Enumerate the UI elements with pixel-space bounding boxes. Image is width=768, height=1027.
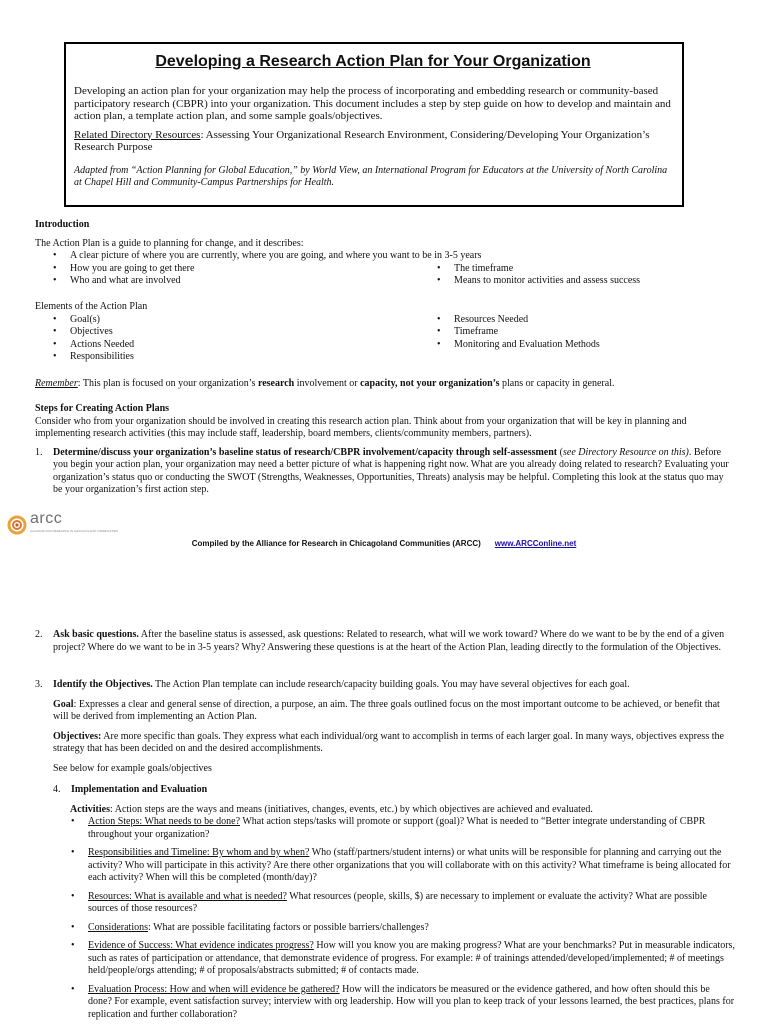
adapted-note: Adapted from “Action Planning for Global Education,” by World View, an International Program for Educators at the University of North Carolina at Chapel Hill and Community-Campus Partnerships for Health. [74, 164, 668, 188]
activities-text: : Action steps are the ways and means (initiatives, changes, events, etc.) by which objectives are achieved and evaluated. [110, 803, 593, 815]
step-2-body [35, 629, 735, 654]
arcc-logo-wordmark: arcc [30, 510, 63, 527]
step-3-text: The Action Plan template can include research/capacity building goals. You may have several objectives for each goal. [152, 679, 630, 690]
introduction-columns [35, 263, 735, 288]
activity-text: What resources (people, skills, $) are necessary to implement or evaluate the activity? What are possible sources of those resources? [88, 890, 707, 914]
list-item [53, 847, 735, 885]
remember-note [35, 378, 735, 391]
list-item: • Responsibilities [35, 351, 735, 364]
list-item: • Monitoring and Evaluation Methods [419, 339, 600, 352]
remember-text-c: plans or capacity in general. [499, 378, 615, 389]
list-item: • A clear picture of where you are currently, where you are going, and where you want to be in 3-5 years [35, 250, 735, 263]
goal-text: : Expresses a clear and general sense of direction, a purpose, an aim. The three goals outlined focus on the most important outcome to be achieved, or benefit that will be derived from implementing an Action Plan. [53, 698, 720, 722]
step-4-heading [53, 784, 753, 797]
step-2 [35, 629, 735, 654]
list-item [53, 816, 735, 841]
list-item: • Who and what are involved [35, 275, 735, 288]
activities-list [35, 816, 735, 1021]
list-item: • Resources Needed [419, 314, 600, 327]
list-item [53, 922, 735, 935]
list-item: • Actions Needed [35, 339, 735, 352]
related-resources [74, 129, 672, 154]
step-1-title: Determine/discuss your organization’s baseline status of research/CBPR involvement/capacity through self-assessment [53, 446, 558, 458]
introduction-lead: The Action Plan is a guide to planning for change, and it describes: [35, 237, 304, 249]
introduction-heading: Introduction [35, 219, 90, 230]
step-number: 2. [35, 629, 43, 640]
step-3-title: Identify the Objectives. [53, 679, 153, 690]
step-4-title: Implementation and Evaluation [71, 784, 208, 795]
list-item: • Objectives [35, 326, 735, 339]
list-item: • Means to monitor activities and assess success [419, 275, 640, 288]
objectives-definition [35, 731, 735, 756]
list-item: • Timeframe [419, 326, 600, 339]
goal-label: Goal [53, 698, 74, 710]
elements-columns [35, 314, 735, 364]
list-item: • How you are going to get there [35, 263, 735, 276]
step-1 [35, 447, 735, 497]
related-resources-text: : Assessing Your Organizational Research Environment, Considering/Developing Your Organization’s Research Purpose [74, 128, 650, 153]
activity-heading: Action Steps: What needs to be done? [88, 816, 241, 827]
activity-heading: Responsibilities and Timeline: By whom and by when? [88, 847, 310, 858]
remember-text-b: involvement or [294, 378, 361, 389]
intro-paragraph: Developing an action plan for your organization may help the process of incorporating and embedding research or community-based participatory research (CBPR) into your organization. This document includes a step by step guide on how to develop and maintain and action plan, a template action plan, and some sample goals/objectives. [74, 85, 671, 122]
introduction-list [35, 250, 735, 263]
introduction-section [35, 219, 735, 288]
step-2-text: After the baseline status is assessed, ask questions: Related to research, what will we work toward? Where do we want to be by the end of a given project? Where do we want to be in 3-5 years? Why? Answering these questions is at the heart of the Action Plan, leading directly to the formulation of the Objectives. [53, 629, 725, 653]
steps-section [35, 403, 735, 497]
elements-right-list [419, 314, 600, 352]
remember-text-a: : This plan is focused on your organization’s [77, 378, 258, 389]
activity-text: What action steps/tasks will promote or support (goal)? What is needed to “Better integrate understanding of CBPR throughout your organization? [88, 816, 706, 840]
step-1-paren: ( [557, 446, 563, 458]
arcc-logo [6, 510, 119, 538]
remember-capacity: capacity, not your organization’s [360, 378, 500, 389]
step-2-title: Ask basic questions. [53, 629, 139, 640]
footer-compiled-text: Compiled by the Alliance for Research in Chicagoland Communities (ARCC) [191, 539, 481, 548]
page-title: Developing a Research Action Plan for Your Organization [155, 53, 591, 70]
activity-text: How will the indicators be measured or the evidence gathered, and how often should this be done? For example, event satisfaction survey; interview with org leadership. How will you plan to keep track of your lessons learned, the best practices, plans for replication and further collaboration? [88, 983, 735, 1020]
step-number: 1. [35, 446, 43, 458]
steps-intro: Consider who from your organization should be involved in creating this research action plan. Think about from your organization that will be key in planning and implementing research activities (this may include staff, leadership, board members, clients/community members, partners). [35, 415, 687, 439]
arcc-website-link[interactable]: www.ARCConline.net [494, 539, 577, 548]
activity-text: Who (staff/partners/student interns) or what units will be responsible for planning and carrying out the activity? Who will participate in this activity? Are there other organizations that you will collaborate with on this activity? What timeframe is being allocated for each activity? When will this be completed (month/day)? [88, 847, 731, 883]
list-item: • The timeframe [419, 263, 640, 276]
goal-definition [35, 699, 735, 724]
step-number: 3. [35, 679, 43, 690]
list-item: • Goal(s) [35, 314, 735, 327]
step-3 [35, 679, 735, 775]
activity-text: : What are possible facilitating factors or possible barriers/challenges? [148, 921, 429, 933]
step-4 [35, 784, 735, 1027]
step-1-directory-note: see Directory Resource on this) [562, 446, 689, 458]
activity-heading: Evidence of Success: What evidence indicates progress? [88, 940, 314, 951]
step-3-body [35, 679, 735, 692]
arcc-logo-mark [6, 514, 28, 536]
activity-heading: Evaluation Process: How and when will evidence be gathered? [88, 983, 340, 995]
elements-left-list [35, 314, 735, 364]
activity-text: How will you know you are making progress? What are your benchmarks? Put in measurable indicators, such as rates of participation or attendance, that demonstrate evidence of progress. For example: # of trainings attended/developed/implemented; # of meetings held/people/orgs attending; # of proposals/abstracts submitted; # of contacts made. [88, 940, 735, 976]
related-resources-label: Related Directory Resources [74, 128, 201, 141]
elements-heading: Elements of the Action Plan [35, 301, 148, 312]
step-number: 4. [53, 784, 61, 795]
activities-intro [35, 804, 735, 817]
arcc-logo-tagline: ALLIANCE FOR RESEARCH IN CHICAGOLAND COMMUNITIES [30, 529, 119, 533]
introduction-right-list [419, 263, 640, 288]
elements-section [35, 301, 735, 364]
title-box [64, 42, 684, 207]
activity-heading: Resources: What is available and what is needed? [88, 890, 287, 902]
remember-label: Remember [35, 378, 78, 389]
remember-research: research [257, 378, 295, 389]
see-below-note: See below for example goals/objectives [53, 762, 212, 774]
list-item [53, 940, 735, 978]
steps-heading: Steps for Creating Action Plans [35, 403, 170, 414]
list-item [53, 984, 735, 1022]
step-1-text: . Before you begin your action plan, your organization may need a better picture of what is happening right now. What are you already doing related to research? Evaluating your organization’s status quo or conducting the SWOT (Strengths, Weaknesses, Opportunities, Threats) analysis may be helpful. Completing this look at the status quo may be your organization’s first action step. [53, 446, 729, 495]
activities-label: Activities [70, 803, 110, 815]
page-footer [0, 538, 768, 551]
list-item [53, 891, 735, 916]
objectives-text: Are more specific than goals. They express what each individual/org want to accomplish in terms of each larger goal. In many ways, objectives express the strategy that has been decided on and the desired accomplishments. [53, 730, 724, 754]
activity-heading: Considerations [88, 921, 148, 933]
objectives-label: Objectives: [53, 730, 102, 742]
